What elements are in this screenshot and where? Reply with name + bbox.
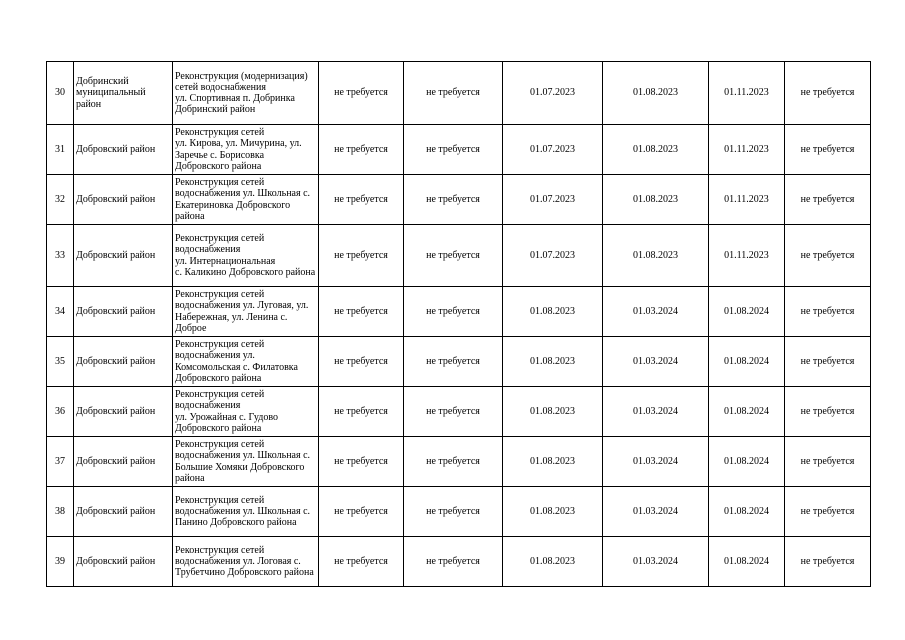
date-cell: 01.08.2023 (503, 387, 603, 437)
status-cell: не требуется (404, 125, 503, 175)
row-number: 30 (47, 62, 74, 125)
status-cell: не требуется (785, 387, 871, 437)
status-cell: не требуется (319, 62, 404, 125)
status-cell: не требуется (319, 125, 404, 175)
status-cell: не требуется (319, 175, 404, 225)
row-number: 37 (47, 437, 74, 487)
district-cell: Добровский район (74, 125, 173, 175)
row-number: 39 (47, 537, 74, 587)
date-cell: 01.03.2024 (603, 437, 709, 487)
district-cell: Добровский район (74, 337, 173, 387)
status-cell: не требуется (319, 225, 404, 287)
district-cell: Добровский район (74, 387, 173, 437)
date-cell: 01.08.2023 (603, 62, 709, 125)
status-cell: не требуется (785, 125, 871, 175)
district-cell: Добринский муниципальный район (74, 62, 173, 125)
date-cell: 01.08.2024 (709, 537, 785, 587)
date-cell: 01.08.2023 (603, 225, 709, 287)
date-cell: 01.08.2023 (603, 175, 709, 225)
object-cell: Реконструкция сетей водоснабжения ул. Урожайная с. Гудово Добровского района (173, 387, 319, 437)
status-cell: не требуется (785, 62, 871, 125)
date-cell: 01.08.2023 (603, 125, 709, 175)
projects-table (46, 61, 871, 587)
date-cell: 01.11.2023 (709, 225, 785, 287)
status-cell: не требуется (319, 337, 404, 387)
object-cell: Реконструкция сетей ул. Кирова, ул. Мичурина, ул. Заречье с. Борисовка Добровского района (173, 125, 319, 175)
status-cell: не требуется (785, 537, 871, 587)
status-cell: не требуется (404, 537, 503, 587)
date-cell: 01.03.2024 (603, 387, 709, 437)
row-number: 34 (47, 287, 74, 337)
object-cell: Реконструкция сетей водоснабжения ул. Интернациональная с. Каликино Добровского района (173, 225, 319, 287)
date-cell: 01.08.2023 (503, 537, 603, 587)
status-cell: не требуется (319, 287, 404, 337)
object-cell: Реконструкция сетей водоснабжения ул. Луговая, ул. Набережная, ул. Ленина с. Доброе (173, 287, 319, 337)
table-row (47, 225, 871, 287)
status-cell: не требуется (319, 437, 404, 487)
row-number: 31 (47, 125, 74, 175)
status-cell: не требуется (404, 175, 503, 225)
status-cell: не требуется (404, 437, 503, 487)
status-cell: не требуется (785, 337, 871, 387)
status-cell: не требуется (319, 537, 404, 587)
object-cell: Реконструкция сетей водоснабжения ул. Школьная с. Екатериновка Добровского района (173, 175, 319, 225)
status-cell: не требуется (785, 287, 871, 337)
status-cell: не требуется (319, 487, 404, 537)
date-cell: 01.03.2024 (603, 487, 709, 537)
status-cell: не требуется (404, 337, 503, 387)
date-cell: 01.08.2023 (503, 487, 603, 537)
object-cell: Реконструкция (модернизация) сетей водоснабжения ул. Спортивная п. Добринка Добринский район (173, 62, 319, 125)
date-cell: 01.08.2023 (503, 287, 603, 337)
date-cell: 01.07.2023 (503, 62, 603, 125)
status-cell: не требуется (404, 487, 503, 537)
district-cell: Добровский район (74, 487, 173, 537)
date-cell: 01.07.2023 (503, 175, 603, 225)
table-row (47, 62, 871, 125)
row-number: 35 (47, 337, 74, 387)
table-row (47, 287, 871, 337)
date-cell: 01.08.2023 (503, 437, 603, 487)
status-cell: не требуется (785, 225, 871, 287)
table-row (47, 387, 871, 437)
status-cell: не требуется (404, 225, 503, 287)
date-cell: 01.03.2024 (603, 537, 709, 587)
status-cell: не требуется (319, 387, 404, 437)
status-cell: не требуется (404, 287, 503, 337)
row-number: 36 (47, 387, 74, 437)
object-cell: Реконструкция сетей водоснабжения ул. Школьная с. Панино Добровского района (173, 487, 319, 537)
date-cell: 01.08.2024 (709, 287, 785, 337)
table-row (47, 437, 871, 487)
date-cell: 01.08.2024 (709, 337, 785, 387)
date-cell: 01.08.2024 (709, 437, 785, 487)
district-cell: Добровский район (74, 225, 173, 287)
date-cell: 01.11.2023 (709, 175, 785, 225)
district-cell: Добровский район (74, 287, 173, 337)
date-cell: 01.08.2023 (503, 337, 603, 387)
date-cell: 01.07.2023 (503, 225, 603, 287)
date-cell: 01.08.2024 (709, 487, 785, 537)
status-cell: не требуется (785, 487, 871, 537)
table-row (47, 487, 871, 537)
row-number: 32 (47, 175, 74, 225)
status-cell: не требуется (785, 175, 871, 225)
object-cell: Реконструкция сетей водоснабжения ул. Школьная с. Большие Хомяки Добровского района (173, 437, 319, 487)
object-cell: Реконструкция сетей водоснабжения ул. Комсомольская с. Филатовка Добровского района (173, 337, 319, 387)
date-cell: 01.11.2023 (709, 62, 785, 125)
object-cell: Реконструкция сетей водоснабжения ул. Логовая с. Трубетчино Добровского района (173, 537, 319, 587)
table-row (47, 537, 871, 587)
row-number: 38 (47, 487, 74, 537)
table-row (47, 175, 871, 225)
district-cell: Добровский район (74, 175, 173, 225)
table-row (47, 337, 871, 387)
district-cell: Добровский район (74, 437, 173, 487)
status-cell: не требуется (404, 62, 503, 125)
status-cell: не требуется (785, 437, 871, 487)
date-cell: 01.07.2023 (503, 125, 603, 175)
row-number: 33 (47, 225, 74, 287)
date-cell: 01.03.2024 (603, 287, 709, 337)
table-row (47, 125, 871, 175)
district-cell: Добровский район (74, 537, 173, 587)
date-cell: 01.03.2024 (603, 337, 709, 387)
date-cell: 01.08.2024 (709, 387, 785, 437)
date-cell: 01.11.2023 (709, 125, 785, 175)
status-cell: не требуется (404, 387, 503, 437)
